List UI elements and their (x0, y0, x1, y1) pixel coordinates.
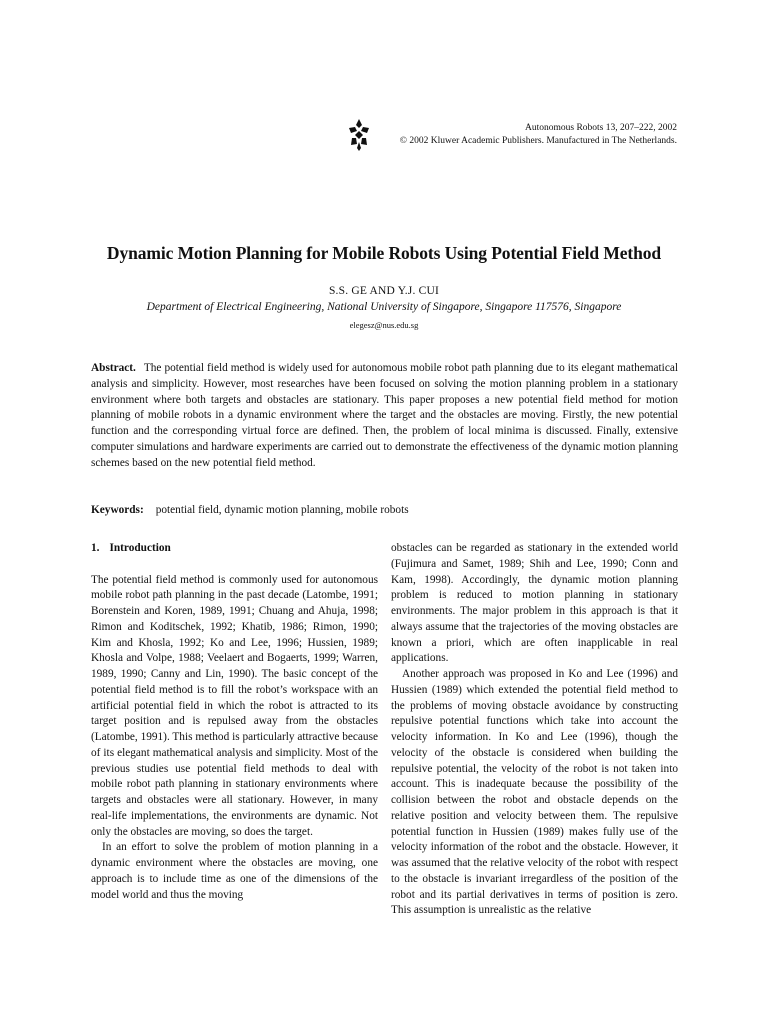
right-column (391, 541, 678, 919)
intro-paragraph-4: Another approach was proposed in Ko and Lee (1996) and Hussien (1989) which extended the potential field method to the problems of moving obstacle avoidance by constructing repulsive potential functions which take into account the velocity information. In Ko and Lee (1996), though the velocity of the obstacle is considered when building the repulsive potential, the velocity of the robot is not taken into account. This is inadequate because the possibility of the collision between the robot and obstacle depends on the relative position and velocity between them. The repulsive potential function in Hussien (1989) makes fully use of the velocity information of the robot and the obstacle. However, it was assumed that the relative velocity of the robot with respect to the obstacle is invariant irregardless of the position of the robot and its partial derivatives in terms of position is zero. This assumption is unrealistic as the relative (391, 668, 678, 917)
paper-authors: S.S. GE AND Y.J. CUI (328, 285, 440, 297)
keywords (91, 504, 678, 516)
publisher-logo-icon (348, 118, 370, 152)
abstract-label: Abstract. (91, 362, 136, 374)
copyright-line: © 2002 Kluwer Academic Publishers. Manufactured in The Netherlands. (399, 136, 677, 146)
paper-title: Dynamic Motion Planning for Mobile Robots Using Potential Field Method (106, 243, 662, 263)
journal-citation: Autonomous Robots 13, 207–222, 2002 (524, 123, 677, 133)
keywords-text: potential field, dynamic motion planning, mobile robots (155, 504, 409, 516)
section-title: Introduction (109, 542, 171, 554)
section-heading (91, 541, 378, 557)
left-column (91, 541, 378, 903)
author-affiliation: Department of Electrical Engineering, National University of Singapore, Singapore 117576, Singapore (146, 301, 622, 313)
author-email: elegesz@nus.edu.sg (349, 320, 419, 330)
intro-paragraph-2: In an effort to solve the problem of motion planning in a dynamic environment where the obstacles are moving, one approach is to include time as one of the dimensions of the model world and thus the moving (91, 841, 378, 901)
journal-header (400, 122, 677, 148)
intro-paragraph-1: The potential field method is commonly used for autonomous mobile robot path planning in the past decade (Latombe, 1991; Borenstein and Koren, 1989, 1991; Chuang and Ahuja, 1998; Rimon and Koditschek, 1992; Khatib, 1986; Rimon, 1990; Kim and Khosla, 1992; Ko and Lee, 1996; Hussien, 1989; Khosla and Volpe, 1988; Veelaert and Bogaerts, 1999; Warren, 1989, 1990; Canny and Lin, 1990). The basic concept of the potential field method is to fill the robot’s workspace with an artificial potential field in which the robot is attracted to its target position and is repulsed away from the obstacles (Latombe, 1991). This method is particularly attractive because of its elegant mathematical analysis and simplicity. Most of the previous studies use potential field methods to deal with mobile robot path planning in stationary environments where targets and obstacles were all stationary. However, in many real-life implementations, the environments are dynamic. Not only the obstacles are moving, so does the target. (91, 573, 378, 838)
section-number: 1. (91, 542, 100, 554)
abstract (91, 361, 678, 472)
keywords-label: Keywords: (91, 504, 144, 516)
intro-paragraph-3: obstacles can be regarded as stationary in the extended world (Fujimura and Samet, 1989; Shih and Lee, 1990; Conn and Kam, 1998). Accordingly, the dynamic motion planning problem is reduced to motion planning in stationary environments. The major problem in this approach is that it always assume that the trajectories of the moving obstacles are known a priori, which are often inapplicable in real applications. (391, 542, 678, 665)
abstract-text: The potential field method is widely used for autonomous mobile robot path planning due to its elegant mathematical analysis and simplicity. However, most researches have been focused on solving the motion planning problem in a stationary environment where both targets and obstacles are stationary. This paper proposes a new potential field method for motion planning of mobile robots in a dynamic environment where the target and the obstacles are moving. Firstly, the new potential function and the corresponding virtual force are defined. Then, the problem of local minima is discussed. Finally, extensive computer simulations and hardware experiments are carried out to demonstrate the effectiveness of the dynamic motion planning schemes based on the new potential field method. (91, 362, 678, 469)
